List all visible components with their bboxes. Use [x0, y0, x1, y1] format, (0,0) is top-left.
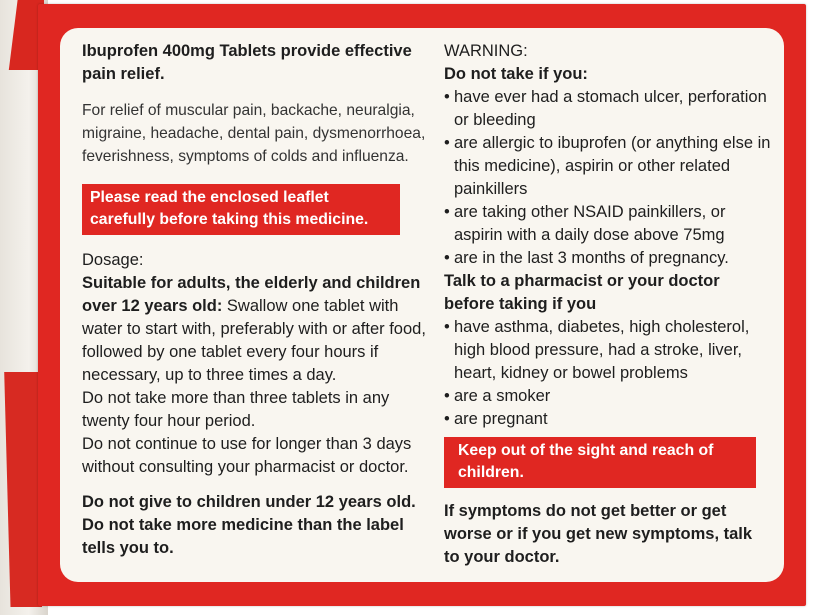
right-column [444, 40, 774, 569]
dosage-heading: Dosage: [82, 251, 144, 269]
list-item: • are taking other NSAID painkillers, or aspirin with a daily dose above 75mg [444, 203, 726, 244]
children-warning: Do not give to children under 12 years old. [82, 493, 416, 511]
list-item: • have asthma, diabetes, high cholesterol, high blood pressure, had a stroke, liver, heart, kidney or bowel problems [444, 318, 750, 382]
leaflet-notice: Please read the enclosed leaflet carefully before taking this medicine. [82, 184, 400, 235]
indications-text: For relief of muscular pain, backache, neuralgia, migraine, headache, dental pain, dysmenorrhoea, feverishness, symptoms of colds and influenza. [82, 102, 426, 165]
intro-heading: Ibuprofen 400mg Tablets provide effective pain relief. [82, 42, 412, 83]
keep-out-notice: Keep out of the sight and reach of children. [444, 437, 756, 488]
list-item: • are in the last 3 months of pregnancy. [444, 249, 729, 267]
do-not-take-list [444, 86, 774, 270]
max-dose-text: Do not take more than three tablets in any twenty four hour period. [82, 389, 390, 430]
symptoms-advice: If symptoms do not get better or get worse or if you get new symptoms, talk to your doctor. [444, 502, 753, 566]
talk-list [444, 316, 774, 431]
list-item: • are pregnant [444, 410, 548, 428]
label-warning: Do not take more medicine than the label tells you to. [82, 516, 404, 557]
list-item: • have ever had a stomach ulcer, perforation or bleeding [444, 88, 767, 129]
list-item: • are a smoker [444, 387, 551, 405]
info-panel [60, 28, 784, 582]
dosage-paragraph [82, 272, 432, 387]
medicine-box-back [38, 4, 806, 606]
left-column [82, 40, 432, 560]
talk-heading: Talk to a pharmacist or your doctor before taking if you [444, 272, 720, 313]
duration-limit-text: Do not continue to use for longer than 3 days without consulting your pharmacist or doctor. [82, 435, 412, 476]
dosage-suitability: Suitable for adults, the elderly and children over 12 years old: [82, 274, 421, 315]
warning-heading: WARNING: [444, 42, 528, 60]
dosage-instructions: Swallow one tablet with water to start with, preferably with or after food, followed by one tablet every four hours if necessary, up to three times a day. [82, 297, 426, 384]
do-not-take-heading: Do not take if you: [444, 65, 588, 83]
list-item: • are allergic to ibuprofen (or anything else in this medicine), aspirin or other related painkillers [444, 134, 771, 198]
